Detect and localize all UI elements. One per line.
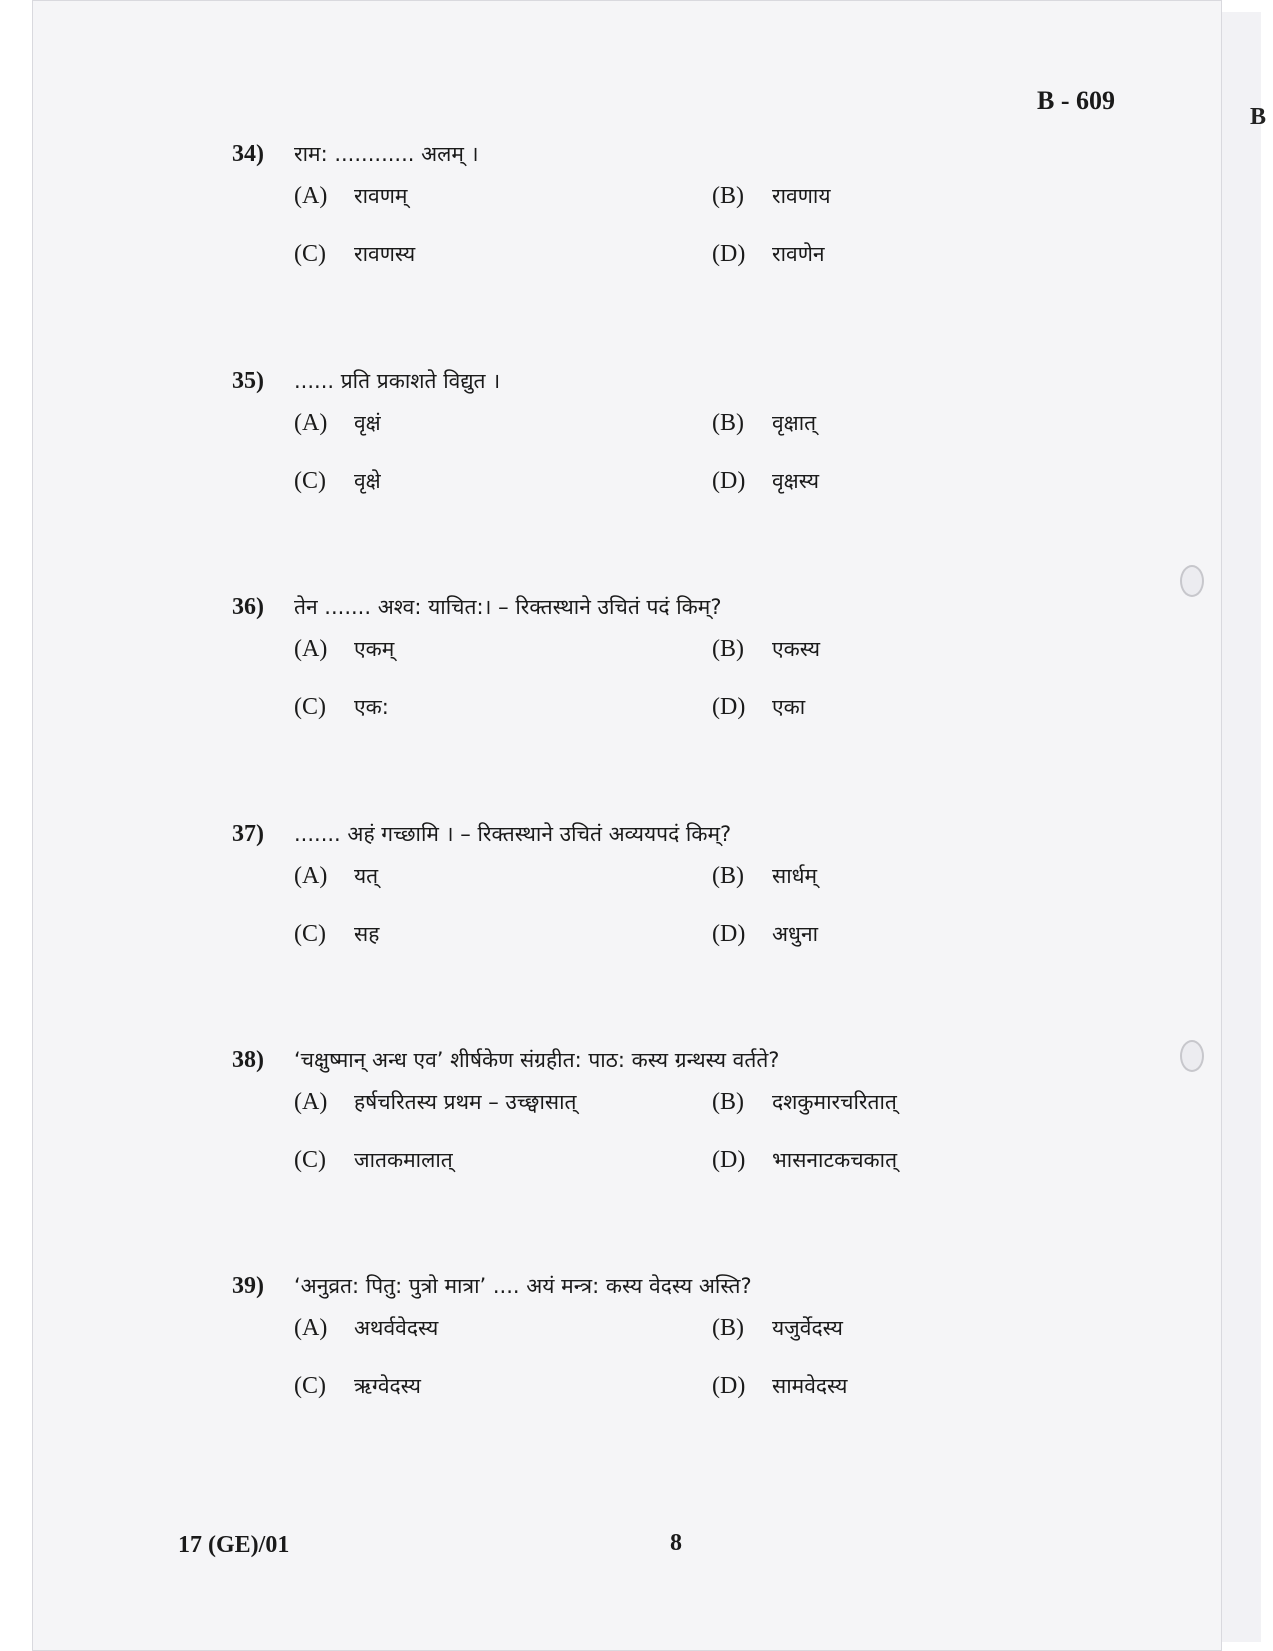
option-key: (B) — [712, 863, 744, 889]
question-stem — [232, 1272, 1132, 1306]
question-stem — [232, 140, 1132, 174]
option-text: दशकुमारचरितात् — [772, 1090, 897, 1114]
answer-option — [294, 182, 407, 216]
question-text: ....... अहं गच्छामि । – रिक्तस्थाने उचितं अव्ययपदं किम्? — [294, 822, 732, 846]
answer-option — [294, 1372, 421, 1406]
question — [232, 593, 1132, 751]
question — [232, 367, 1132, 525]
option-text: एकस्य — [772, 637, 821, 661]
option-text: रावणाय — [772, 184, 831, 208]
answer-option — [294, 862, 378, 896]
option-text: अथर्ववेदस्य — [354, 1316, 439, 1340]
question-number: 38) — [232, 1047, 264, 1073]
option-key: (A) — [294, 183, 328, 209]
answer-option — [294, 635, 394, 669]
option-text: वृक्षं — [354, 411, 381, 435]
answer-option — [712, 182, 831, 216]
option-key: (C) — [294, 694, 326, 720]
question — [232, 1272, 1132, 1430]
question — [232, 1046, 1132, 1204]
option-key: (C) — [294, 468, 326, 494]
option-text: एकम् — [354, 637, 395, 661]
option-text: वृक्षस्य — [772, 469, 820, 493]
binding-hole — [1180, 565, 1204, 597]
option-key: (A) — [294, 863, 328, 889]
answer-option — [294, 467, 381, 501]
option-key: (A) — [294, 410, 328, 436]
answer-option — [712, 1146, 897, 1180]
page-number: 8 — [670, 1530, 682, 1556]
answer-option — [294, 693, 389, 727]
answer-option — [712, 1314, 843, 1348]
question-stem — [232, 367, 1132, 401]
answer-option — [294, 409, 381, 443]
question — [232, 820, 1132, 978]
answer-option — [294, 1146, 453, 1180]
option-key: (C) — [294, 1147, 326, 1173]
option-text: एका — [772, 695, 806, 719]
option-key: (A) — [294, 1315, 328, 1341]
question-number: 35) — [232, 368, 264, 394]
binding-hole — [1180, 1040, 1204, 1072]
option-key: (D) — [712, 241, 746, 267]
underlying-page-letter: B — [1250, 104, 1267, 130]
question-stem — [232, 1046, 1132, 1080]
option-key: (A) — [294, 1089, 328, 1115]
question-stem — [232, 593, 1132, 627]
option-text: यत् — [354, 864, 379, 888]
question-number: 34) — [232, 141, 264, 167]
option-text: रावणम् — [354, 184, 408, 208]
option-key: (D) — [712, 921, 746, 947]
answer-option — [712, 240, 825, 274]
answer-option — [294, 1314, 438, 1348]
answer-option — [294, 920, 379, 954]
question-stem — [232, 820, 1132, 854]
option-key: (B) — [712, 1089, 744, 1115]
answer-option — [712, 862, 817, 896]
option-key: (C) — [294, 921, 326, 947]
option-text: वृक्षे — [354, 469, 381, 493]
question — [232, 140, 1132, 298]
footer-code: 17 (GE)/01 — [178, 1532, 290, 1558]
answer-option — [712, 409, 816, 443]
option-text: हर्षचरितस्य प्रथम – उच्छ्वासात् — [354, 1090, 577, 1114]
option-key: (D) — [712, 468, 746, 494]
question-number: 36) — [232, 594, 264, 620]
answer-option — [294, 240, 415, 274]
answer-option — [712, 693, 805, 727]
option-key: (B) — [712, 636, 744, 662]
option-grid — [232, 182, 1132, 298]
question-text: तेन ....... अश्व: याचित:। – रिक्तस्थाने उचितं पदं किम्? — [294, 595, 722, 619]
option-grid — [232, 409, 1132, 525]
option-key: (A) — [294, 636, 328, 662]
option-key: (B) — [712, 1315, 744, 1341]
answer-option — [712, 920, 818, 954]
option-text: सह — [354, 922, 380, 946]
option-key: (C) — [294, 1373, 326, 1399]
answer-option — [294, 1088, 577, 1122]
option-text: सार्धम् — [772, 864, 818, 888]
option-grid — [232, 862, 1132, 978]
option-grid — [232, 635, 1132, 751]
answer-option — [712, 467, 819, 501]
question-number: 37) — [232, 821, 264, 847]
question-text: ‘चक्षुष्मान् अन्ध एव’ शीर्षकेण संग्रहीत: पाठ: कस्य ग्रन्थस्य वर्तते? — [294, 1048, 780, 1072]
option-grid — [232, 1314, 1132, 1430]
option-text: सामवेदस्य — [772, 1374, 848, 1398]
option-grid — [232, 1088, 1132, 1204]
option-key: (D) — [712, 1147, 746, 1173]
question-text: ‘अनुव्रत: पितु: पुत्रो मात्रा’ .... अयं मन्त्र: कस्य वेदस्य अस्ति? — [294, 1274, 752, 1298]
option-key: (B) — [712, 183, 744, 209]
option-text: जातकमालात् — [354, 1148, 453, 1172]
option-text: भासनाटकचकात् — [772, 1148, 898, 1172]
option-key: (C) — [294, 241, 326, 267]
question-text: ...... प्रति प्रकाशते विद्युत । — [294, 369, 501, 393]
answer-option — [712, 1372, 847, 1406]
option-text: एक: — [354, 695, 389, 719]
option-text: रावणस्य — [354, 242, 416, 266]
option-text: यजुर्वेदस्य — [772, 1316, 843, 1340]
answer-option — [712, 635, 820, 669]
option-key: (B) — [712, 410, 744, 436]
option-key: (D) — [712, 1373, 746, 1399]
question-text: राम: ............ अलम् । — [294, 142, 479, 166]
option-text: रावणेन — [772, 242, 825, 266]
option-text: अधुना — [772, 922, 819, 946]
question-number: 39) — [232, 1273, 264, 1299]
option-key: (D) — [712, 694, 746, 720]
answer-option — [712, 1088, 897, 1122]
option-text: ऋग्वेदस्य — [354, 1374, 421, 1398]
option-text: वृक्षात् — [772, 411, 817, 435]
paper-code: B - 609 — [1037, 86, 1115, 115]
